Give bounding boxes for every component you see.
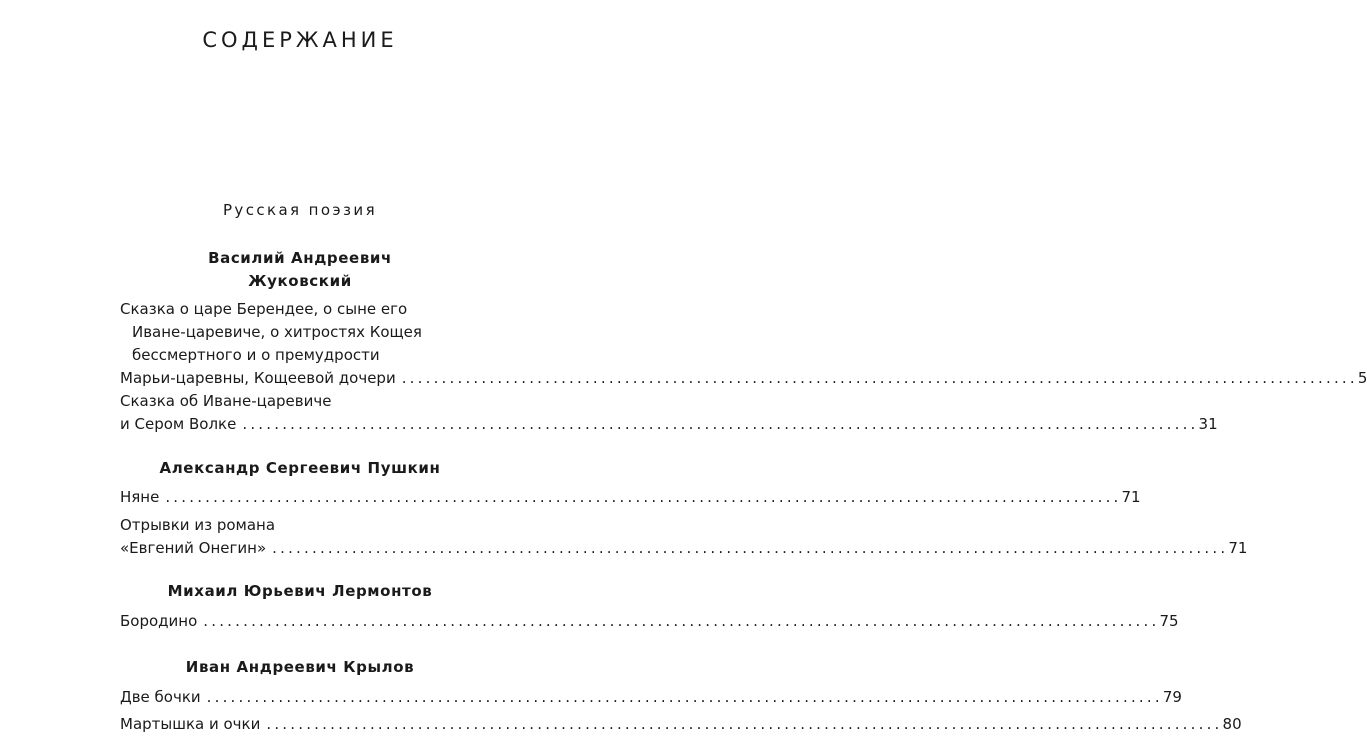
page-number: 31: [1198, 415, 1218, 433]
entry-title-line: Иване-царевиче, о хитростях Кощея: [132, 323, 422, 341]
dot-leader: ........................................................................................................................: [272, 539, 1229, 557]
page-number: 75: [1159, 612, 1179, 630]
entry-title-line: Отрывки из романа: [120, 516, 276, 534]
author-pushkin: [0, 457, 600, 480]
toc-entry-borodino[interactable]: [120, 610, 1179, 633]
entry-title-line: Бородино: [120, 612, 198, 630]
entry-last-line: [120, 686, 1182, 709]
toc-entry-berendey[interactable]: [120, 298, 1367, 390]
page-number: 71: [1228, 539, 1248, 557]
toc-entry-onegin[interactable]: [120, 514, 1248, 560]
toc-entry-martyshka[interactable]: [120, 713, 1242, 736]
author-krylov: [0, 656, 600, 679]
entry-title-line: Две бочки: [120, 688, 201, 706]
entry-title-line: и Сером Волке: [120, 415, 237, 433]
entry-title-line: «Евгений Онегин»: [120, 539, 267, 557]
author-name-line2: Жуковский: [248, 272, 352, 290]
entry-last-line: [120, 713, 1242, 736]
entry-last-line: [120, 367, 1367, 390]
entry-last-line: [120, 537, 1248, 560]
toc-entry-dve-bochki[interactable]: [120, 686, 1182, 709]
page-number: 80: [1222, 715, 1242, 733]
toc-entry-ivan-tsarevich[interactable]: [120, 390, 1218, 436]
entry-title-line: Марьи-царевны, Кощеевой дочери: [120, 369, 396, 387]
entry-title-line: Мартышка и очки: [120, 715, 261, 733]
toc-entry-nyane[interactable]: [120, 486, 1141, 509]
entry-title-line: бессмертного и о премудрости: [132, 346, 380, 364]
entry-last-line: [120, 486, 1141, 509]
dot-leader: ........................................................................................................................: [242, 415, 1199, 433]
page-title: СОДЕРЖАНИЕ: [202, 28, 398, 52]
dot-leader: ........................................................................................................................: [206, 688, 1163, 706]
entry-title-line: Сказка об Иване-царевиче: [120, 392, 332, 410]
section-title: Русская поэзия: [222, 201, 378, 219]
entry-title-line: Няне: [120, 488, 160, 506]
page-number: 79: [1162, 688, 1182, 706]
dot-leader: ........................................................................................................................: [401, 369, 1358, 387]
entry-last-line: [120, 413, 1218, 436]
dot-leader: ........................................................................................................................: [266, 715, 1223, 733]
dot-leader: ........................................................................................................................: [203, 612, 1160, 630]
author-name-line1: Александр Сергеевич Пушкин: [159, 459, 441, 477]
author-name-line1: Иван Андреевич Крылов: [185, 658, 415, 676]
author-lermontov: [0, 580, 600, 603]
author-zhukovsky: [0, 247, 600, 293]
page-number: 71: [1121, 488, 1141, 506]
entry-title-line: Сказка о царе Берендее, о сыне его: [120, 300, 408, 318]
author-name-line1: Михаил Юрьевич Лермонтов: [167, 582, 433, 600]
author-name-line1: Василий Андреевич: [208, 249, 392, 267]
dot-leader: ........................................................................................................................: [165, 488, 1122, 506]
page-number: 5: [1357, 369, 1367, 387]
entry-last-line: [120, 610, 1179, 633]
